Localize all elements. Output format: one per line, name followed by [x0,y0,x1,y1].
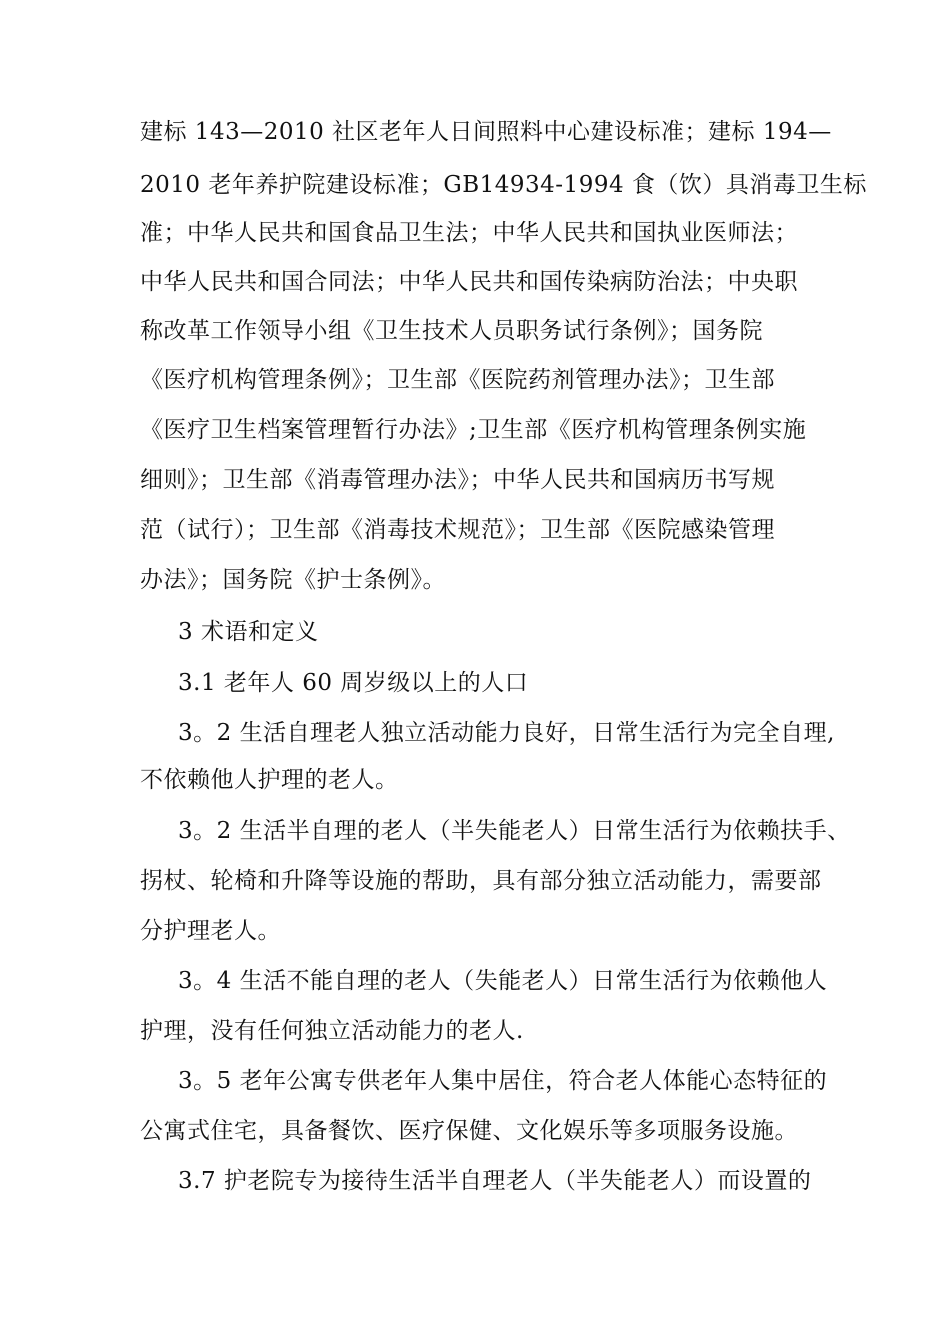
text-line: 3。4 生活不能自理的老人（失能老人）日常生活行为依赖他人 [178,968,828,994]
text-line: 拐杖、轮椅和升降等设施的帮助，具有部分独立活动能力，需要部 [140,868,822,894]
text-line: 分护理老人。 [140,918,281,944]
text-line: 建标 143—2010 社区老年人日间照料中心建设标准；建标 194— [140,119,832,145]
text-line: 《医疗卫生档案管理暂行办法》;卫生部《医疗机构管理条例实施 [140,417,807,443]
text-line: 3。2 生活自理老人独立活动能力良好，日常生活行为完全自理, [178,720,835,746]
text-line: 3。5 老年公寓专供老年人集中居住，符合老人体能心态特征的 [178,1068,828,1094]
text-line: 3.1 老年人 60 周岁级以上的人口 [178,670,529,696]
text-line: 公寓式住宅，具备餐饮、医疗保健、文化娱乐等多项服务设施。 [140,1118,798,1144]
section-heading: 3 术语和定义 [178,619,319,645]
text-line: 3.7 护老院专为接待生活半自理老人（半失能老人）而设置的 [178,1168,812,1194]
text-line: 范（试行）；卫生部《消毒技术规范》；卫生部《医院感染管理 [140,517,775,543]
text-line: 细则》；卫生部《消毒管理办法》；中华人民共和国病历书写规 [140,467,775,493]
text-line: 2010 老年养护院建设标准；GB14934-1994 食（饮）具消毒卫生标 [140,172,867,198]
text-line: 办法》；国务院《护士条例》。 [140,567,446,593]
text-line: 《医疗机构管理条例》；卫生部《医院药剂管理办法》；卫生部 [140,367,775,393]
text-line: 3。2 生活半自理的老人（半失能老人）日常生活行为依赖扶手、 [178,818,851,844]
text-line: 护理，没有任何独立活动能力的老人. [140,1018,524,1044]
text-line: 准；中华人民共和国食品卫生法；中华人民共和国执业医师法； [140,220,798,246]
text-line: 中华人民共和国合同法；中华人民共和国传染病防治法；中央职 [140,269,798,295]
text-line: 称改革工作领导小组《卫生技术人员职务试行条例》；国务院 [140,318,763,344]
text-line: 不依赖他人护理的老人。 [140,767,399,793]
